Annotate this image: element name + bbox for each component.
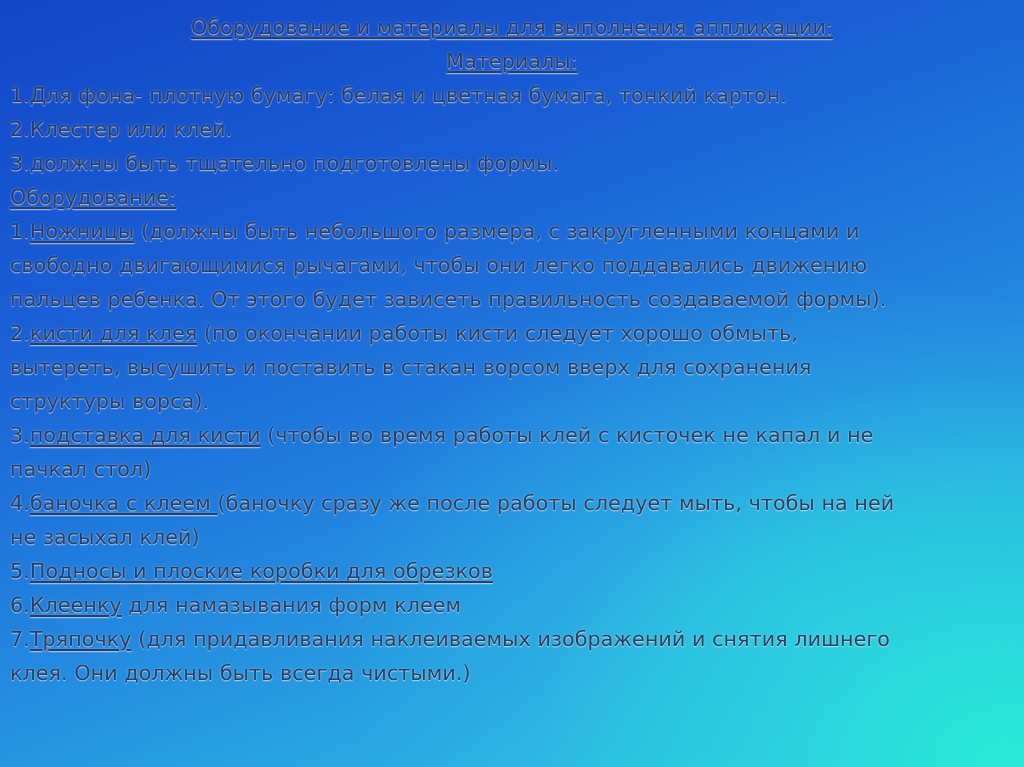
slide-title: Оборудование и материалы для выполнения аппликации: [190,15,834,39]
item-text: (чтобы во время работы клей с кисточек не капал и не [260,423,874,447]
material-item: 2.Клестер или клей. [10,117,233,141]
equipment-heading-line [10,180,1014,214]
item-text-line: вытереть, высушить и поставить в стакан ворсом вверх для сохранения [10,355,812,379]
item-text: (для придавливания наклеиваемых изображений и снятия лишнего [131,627,890,651]
item-term: подставка для кисти [29,423,261,447]
item-text: (баночку сразу же после работы следует мыть, чтобы на ней [217,491,895,515]
equipment-item-5 [10,554,1014,588]
equipment-item-4 [10,486,1014,520]
materials-heading-line [10,44,1014,78]
equipment-item-2 [10,316,1014,350]
item-text-line: не засыхал клей) [10,525,200,549]
slide-text [10,10,1014,690]
item-number: 6. [10,593,30,617]
item-text: (по окончании работы кисти следует хорошо обмыть, [197,321,799,345]
material-item: 1.Для фона- плотную бумагу: белая и цветная бумага, тонкий картон. [10,83,787,107]
item-term: Подносы и плоские коробки для обрезков [29,559,493,583]
item-text-line: свободно двигающимися рычагами, чтобы они легко поддавались движению [10,253,868,277]
item-term: Клеенку [29,593,122,617]
item-term: баночка с клеем [29,491,218,515]
equipment-item-6 [10,588,1014,622]
item-text: для намазывания форм клеем [121,593,462,617]
slide-title-line [10,10,1014,44]
material-item: 3.должны быть тщательно подготовлены формы. [10,151,560,175]
materials-heading: Материалы: [446,49,578,73]
item-number: 4. [10,491,30,515]
item-term: Тряпочку [29,627,132,651]
equipment-item-7 [10,622,1014,656]
item-text: (должны быть небольшого размера, с закругленными концами и [134,219,860,243]
equipment-item-3 [10,418,1014,452]
item-term: кисти для клея [29,321,198,345]
item-number: 1. [10,219,30,243]
equipment-item-1 [10,214,1014,248]
item-number: 5. [10,559,30,583]
item-text-line: пачкал стол) [10,457,152,481]
item-text-line: структуры ворса). [10,389,210,413]
item-term: Ножницы [29,219,135,243]
item-text-line: клея. Они должны быть всегда чистыми.) [10,661,471,685]
item-number: 7. [10,627,30,651]
equipment-heading: Оборудование: [10,185,177,209]
item-number: 2. [10,321,30,345]
item-number: 3. [10,423,30,447]
item-text-line: пальцев ребенка. От этого будет зависеть правильность создаваемой формы). [10,287,887,311]
